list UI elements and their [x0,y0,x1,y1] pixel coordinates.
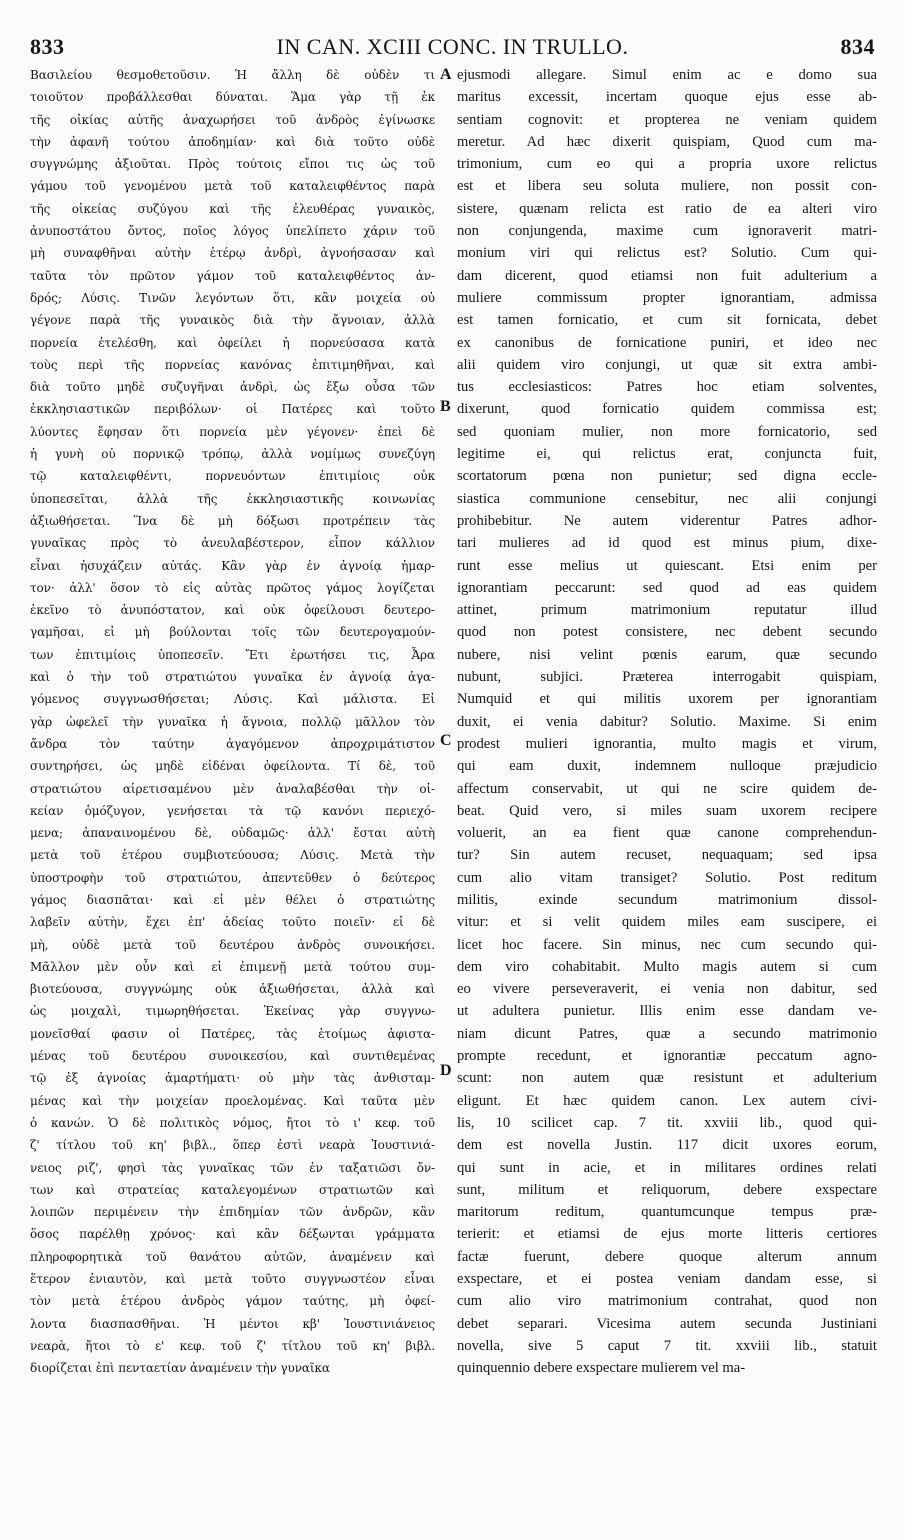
greek-text-line: εἶναι ἡσυχάζειν αὐτάς. Κἂν γὰρ ἐν ἀγνοίᾳ ἡμαρ- [30,558,435,573]
greek-text-line: γέγονε παρὰ τῆς γυναικὸς διὰ τὴν ἄγνοιαν, ἀλλὰ [30,313,435,328]
latin-text-line: sistere, quænam relicta est ratio de ea alteri viro [457,200,877,217]
greek-text-line: ταῦτα τὸν πρῶτον γάμον τοῦ καταλειφθέντος ἀν- [30,268,435,283]
greek-text-line: βιοτεύουσα, συγγνώμης οὐκ ἀξιωθήσεται, ἀλλὰ καὶ [30,982,435,997]
greek-text-line: στρατιώτου αἱρετισαμένου μὲν ἀναλαβέσθαι τὴν οἰ- [30,781,435,796]
latin-text-line: prodest mulieri ignorantia, multo magis et virum, [457,735,877,752]
latin-text-line: dam dicerent, quod etiamsi non fuit adulterium a [457,267,877,284]
greek-text-line: πληροφορητικὰ τοῦ θανάτου αὐτῶν, ἀναμένειν καὶ [30,1249,435,1264]
greek-text-line: των καὶ στρατείας καταλεγομένων στρατιωτῶν καὶ [30,1182,435,1197]
latin-text-line: affectum conservabit, ut qui ne scire quidem de- [457,780,877,797]
latin-text-line: qui sunt in acie, et in militares ordines relati [457,1159,877,1176]
greek-text-line: γαμῆσαι, εἰ μὴ βούλονται τοῖς τῶν δευτερογαμούν- [30,625,435,640]
latin-text-line: quod non potest consistere, nec debent secundo [457,624,877,641]
latin-text-line: non conjungenda, maxime cum ignoraverit matri- [457,223,877,240]
greek-text-line: λαβεῖν αὐτὴν, ἔχει ἐπ' ἀδείας τοῦτο ποιεῖν· εἰ δὲ [30,915,435,930]
latin-text-line: licet hoc facere. Sin minus, nec cum secundo qui- [457,936,877,953]
greek-text-line: νειος ριζ', φησὶ τὰς γυναῖκας τῶν ἐν ταξατιῶσι ὄν- [30,1160,435,1175]
latin-text-line: ut adultera punietur. Illis enim esse dandam ve- [457,1003,877,1020]
greek-text-line: ὁ κανών. Ὁ δὲ πολιτικὸς νόμος, ἤτοι τὸ ι' κεφ. τοῦ [30,1115,435,1130]
greek-text-line: τῆς οἰκείας συζύγου καὶ τῆς ἐλευθέρας γυναικὸς, [30,201,435,216]
greek-text-line: ἀξιωθήσεται. Ἵνα δὲ μὴ δόξωσι προτρέπειν τὰς [30,513,435,528]
greek-text-line: μὴ συναφθῆναι αὐτὴν ἑτέρῳ ἀνδρὶ, ἀγνοήσασαν καὶ [30,246,435,261]
greek-text-line: πορνεία ἐτελέσθη, καὶ ὀφείλει ἡ πορνεύσασα κατὰ [30,335,435,350]
greek-text-line: ὡς μοιχαλὶ, τιμωρηθήσεται. Ἐκείνας γὰρ συγγνω- [30,1004,435,1019]
greek-text-line: συγγνώμης ἀξιοῦται. Πρὸς τούτοις εἴποι τις ὡς τοῦ [30,157,435,172]
greek-text-line: κείαν ὁμόζυγον, γενήσεται τὰ τῷ κανόνι περιεχό- [30,803,435,818]
latin-text-line: alii quidem viro conjungi, ut quæ sit extra ambi- [457,356,877,373]
latin-text-line: tari mulieres ad id quod est minus pium, dixe- [457,535,877,552]
latin-text-line: beat. Quid vero, si miles suam uxorem recipere [457,802,877,819]
greek-text-line: τῷ καταλειφθέντι, πορνευόντων ἐπιτιμίοις οὐκ [30,469,435,484]
greek-text-line: διορίζεται ἐπὶ πενταετίαν ἀναμένειν τὴν γυναῖκα [30,1361,330,1376]
latin-text-line: monium viri qui relictus est? Solutio. Cum qui- [457,245,877,262]
greek-text-line: τὸν μετὰ ἑτέρου ἀνδρὸς γάμον ταύτης, μὴ ὀφεί- [30,1294,435,1309]
latin-text-column [457,64,877,1380]
latin-text-line: cum alio vitam transiget? Solutio. Post reditum [457,869,877,886]
greek-text-line: τον· ἀλλ' ὅσον τὸ εἰς αὐτὰς πρῶτος γάμος λογίζεται [30,580,435,595]
latin-text-line: eligunt. Et hæc quidem canon. Lex autem civi- [457,1092,877,1109]
greek-text-line: τῷ ἐξ ἀγνοίας ἁμαρτήματι· οὐ μὴν τὰς ἀνθισταμ- [30,1071,435,1086]
latin-text-line: tur? Sin autem recuset, nequaquam; sed ipsa [457,847,877,864]
greek-text-line: καὶ ὁ τὴν τοῦ στρατιώτου γυναῖκα ἐν ἀγνοίᾳ ἀγα- [30,670,435,685]
greek-text-line: ὅσος παρέλθῃ χρόνος· καὶ κἂν δέξωνται γράμματα [30,1227,435,1242]
running-title: IN CAN. XCIII CONC. IN TRULLO. [276,34,629,59]
greek-text-line: ὑποστροφὴν τοῦ στρατιώτου, ἀπεντεῦθεν ὁ δεύτερος [30,870,435,885]
latin-text-line: qui eam duxit, indemnem nulloque præjudicio [457,758,877,775]
latin-text-line: siastica communione censebitur, nec alii conjungi [457,490,877,507]
latin-text-line: sunt, militum et reliquorum, debere exspectare [457,1181,877,1198]
latin-text-line: cum alio viro matrimonium contrahat, quod non [457,1293,877,1310]
latin-text-line: nubere, nisi velint pœnis earum, quæ secundo [457,646,877,663]
latin-text-line: factæ fuerunt, debere quoque alterum annum [457,1248,877,1265]
latin-text-line: runt esse melius ut quiescant. Etsi enim per [457,557,877,574]
greek-text-line: μὴ, οὐδὲ μετὰ τοῦ δευτέρου ἀνδρὸς συνοικήσει. [30,937,435,952]
latin-text-line: debet separari. Vicesima autem secunda Justiniani [457,1315,877,1332]
greek-text-line: γάμου τοῦ γενομένου μετὰ τοῦ καταλειφθέντος παρὰ [30,179,435,194]
latin-text-line: militis, exinde secundum matrimonium dissol- [457,891,877,908]
latin-text-line: dem est novella Justin. 117 dicit uxores eorum, [457,1137,877,1154]
greek-text-line: τὴν ἀφανῆ τούτου ἀποδημίαν· καὶ διὰ τοῦτο οὐδὲ [30,134,435,149]
latin-text-line: Numquid et qui militis uxorem per ignorantiam [457,691,877,708]
greek-text-line: ζ' τίτλου τοῦ κη' βιβλ., ὅπερ ἐστὶ νεαρὰ Ἰουστινιά- [30,1138,435,1153]
greek-text-line: διὰ τοῦτο μηδὲ συζυγῆναι ἀνδρὶ, ὡς ἔξω οὖσα τῶν [30,380,435,395]
latin-text-line: vitur: et si velit quidem miles eam suscipere, ei [457,914,877,931]
greek-text-line: δρός; Λύσις. Τινῶν λεγόντων ὅτι, κἂν μοιχεία οὐ [30,290,435,305]
page-number-right: 834 [840,34,875,59]
greek-text-line: μετὰ τοῦ ἑτέρου συμβιοτεύουσα; Λύσις. Μετὰ τὴν [30,848,435,863]
latin-text-line: sed quoniam mulier, non more fornicatorio, sed [457,423,877,440]
latin-text-line: exspectare, et ei postea veniam dandam esse, si [457,1271,877,1288]
greek-text-line: ἐκεῖνο τὸ ἀνυπόστατον, καὶ οὐκ ὀφείλουσι δευτερο- [30,603,435,618]
section-marker-d: D [440,1062,452,1079]
latin-text-line: scortatorum pœna non punietur; sed digna eccle- [457,468,877,485]
latin-text-line: scunt: non autem quæ resistunt et adulterium [457,1070,877,1087]
latin-text-line: meretur. Ad hæc dixerit quispiam, Quod cum ma- [457,133,877,150]
greek-text-line: μονεῖσθαί φασιν οἱ Πατέρες, τὰς ἑτοίμως ἀφιστα- [30,1026,435,1041]
page-number-left: 833 [30,34,65,59]
latin-text-line: legitime ei, qui relictus erat, conjuncta fuit, [457,446,877,463]
greek-text-line: λοντα διασπασθῆναι. Ἡ μέντοι κβ' Ἰουστινιάνειος [30,1316,435,1331]
greek-text-line: τοιοῦτον προβάλλεσθαι δύναται. Ἅμα γὰρ τῇ ἐκ [30,90,435,105]
greek-text-line: ἐκκλησιαστικῶν περιβόλων· οἱ Πατέρες καὶ τοῦτο [30,402,435,417]
greek-text-line: λύοντες ἔφησαν ὅτι πορνεία μὲν γέγονεν· ἐπεὶ δὲ [30,424,435,439]
greek-text-line: Βασιλείου θεσμοθετοῦσιν. Ἡ ἄλλη δὲ οὐδὲν τι [30,68,435,82]
latin-text-line: nubunt, subjici. Præterea interrogabit quispiam, [457,669,877,686]
greek-text-line: λοιπῶν περιμένειν τὴν ἐπιδημίαν τῶν ἀνδρῶν, κἂν [30,1205,435,1220]
latin-text-line: ejusmodi allegare. Simul enim ac e domo sua [457,67,877,83]
latin-text-line: duxit, ei venia dabitur? Solutio. Maxime. Si enim [457,713,877,730]
latin-text-line: prompte recedunt, et ignorantiæ peccatum agno- [457,1048,877,1065]
latin-text-line: tus ecclesiasticos: Patres hoc etiam solventes, [457,379,877,396]
greek-text-line: ἀνυποστάτου ὄντος, ποῖος λόγος ὑπελίπετο χάριν τοῦ [30,224,435,239]
greek-text-line: νεαρὰ, ἤτοι τὸ ε' κεφ. τοῦ ζ' τίτλου τοῦ κη' βιβλ. [30,1338,435,1353]
greek-text-line: τῆς οἰκίας αὐτῆς ἀναχωρήσει τοῦ ἀνδρὸς ἐγίνωσκε [30,112,435,127]
latin-text-line: dixerunt, quod fornicatio quidem commissa est; [457,401,877,418]
latin-text-line: voluerit, an ea fient quæ canone comprehendun- [457,825,877,842]
latin-text-line: ignorantiam peccarunt: sed quod ad eas quidem [457,579,877,596]
greek-text-line: γὰρ ὠφελεῖ τὴν γυναῖκα ἡ ἄγνοια, πολλῷ μᾶλλον τὸν [30,714,435,729]
latin-text-line: maritorum reditum, quantumcunque tempus præ- [457,1204,877,1221]
latin-text-line: muliere commissum propter ignorantiam, admissa [457,289,877,306]
running-header [30,34,875,60]
latin-text-line: prohibebitur. Ne autem viderentur Patres adhor- [457,512,877,529]
greek-text-line: γυναῖκας πρὸς τὸ ἀνευλαβέστερον, εἶπον κάλλιον [30,536,435,551]
greek-text-line: γόμενος συγγνωσθήσεται; Λύσις. Καὶ μάλιστα. Εἰ [30,692,435,707]
latin-text-line: est tamen fornicatio, et cum sit fornicata, debet [457,312,877,329]
greek-text-line: ἡ γυνὴ οὐ πορνικῷ τρόπῳ, ἀλλὰ νομίμως συνεζύγη [30,447,435,462]
greek-text-line: ἕτερον ἐνιαυτὸν, καὶ μετὰ τοῦτο συγγνωστέον εἶναι [30,1272,435,1287]
latin-text-line: ex canonibus de fornicatione puniri, et ideo nec [457,334,877,351]
latin-text-line: maritus excessit, incertam quoque ejus esse ab- [457,89,877,106]
greek-text-line: ἄνδρα τὸν ταύτην ἀγαγόμενον ἀπροχριμάτιστον [30,736,435,751]
latin-text-line: sentiam cognovit: et propterea ne veniam quidem [457,111,877,128]
greek-text-line: συντηρήσει, ὡς μηδὲ εἰδέναι ὀφείλοντα. Τί δὲ, τοῦ [30,759,435,774]
greek-text-line: ὑποπεσεῖται, ἀλλὰ τῆς ἐκκλησιαστικῆς κοινωνίας [30,491,435,506]
greek-text-line: τοὺς περὶ τῆς πορνείας κανόνας ἐπιτιμηθῆναι, καὶ [30,357,435,372]
latin-text-line: lis, 10 scilicet cap. 7 tit. xxviii lib., quod qui- [457,1114,877,1131]
latin-text-line: terierit: et etiamsi de ejus morte litteris certiores [457,1226,877,1243]
greek-text-line: γάμος διασπᾶται· καὶ εἰ μὲν θέλει ὁ στρατιώτης [30,892,435,907]
latin-text-line: est et libera seu soluta muliere, non possit con- [457,178,877,195]
greek-text-line: των ἐπιτιμίοις ὑποπεσεῖν. Ἔτι ἐρωτήσει τις, Ἆρα [30,647,435,662]
section-marker-a: A [440,66,452,83]
section-marker-b: B [440,398,451,415]
greek-text-line: μενα; ἀπαναινομένου δὲ, οὐδαμῶς· ἀλλ' ἔσται αὐτὴ [30,826,435,841]
greek-text-line: μένας τοῦ δευτέρου συνοικεσίου, καὶ συντιθεμένας [30,1049,435,1064]
latin-text-line: niam dicunt Patres, quæ a secundo matrimonio [457,1025,877,1042]
latin-text-line: attinet, primum matrimonium reputatur illud [457,602,877,619]
latin-text-line: trimonium, cum eo qui a propria uxore relictus [457,156,877,173]
latin-text-line: eo vivere perseveraverit, ei venia non dabitur, sed [457,981,877,998]
section-marker-c: C [440,732,452,749]
greek-text-column [30,64,435,1380]
greek-text-line: μένας καὶ τὴν μοιχείαν προελομένας. Καὶ ταῦτα μὲν [30,1093,435,1108]
latin-text-line: quinquennio debere exspectare mulierem vel ma- [457,1360,746,1377]
greek-text-line: Μᾶλλον μὲν οὖν καὶ εἰ ἐπιμενῇ μετὰ τούτου συμ- [30,959,435,974]
latin-text-line: dem viro cohabitabit. Multo magis autem si cum [457,958,877,975]
latin-text-line: novella, sive 5 caput 7 tit. xxviii lib., statuit [457,1337,877,1354]
